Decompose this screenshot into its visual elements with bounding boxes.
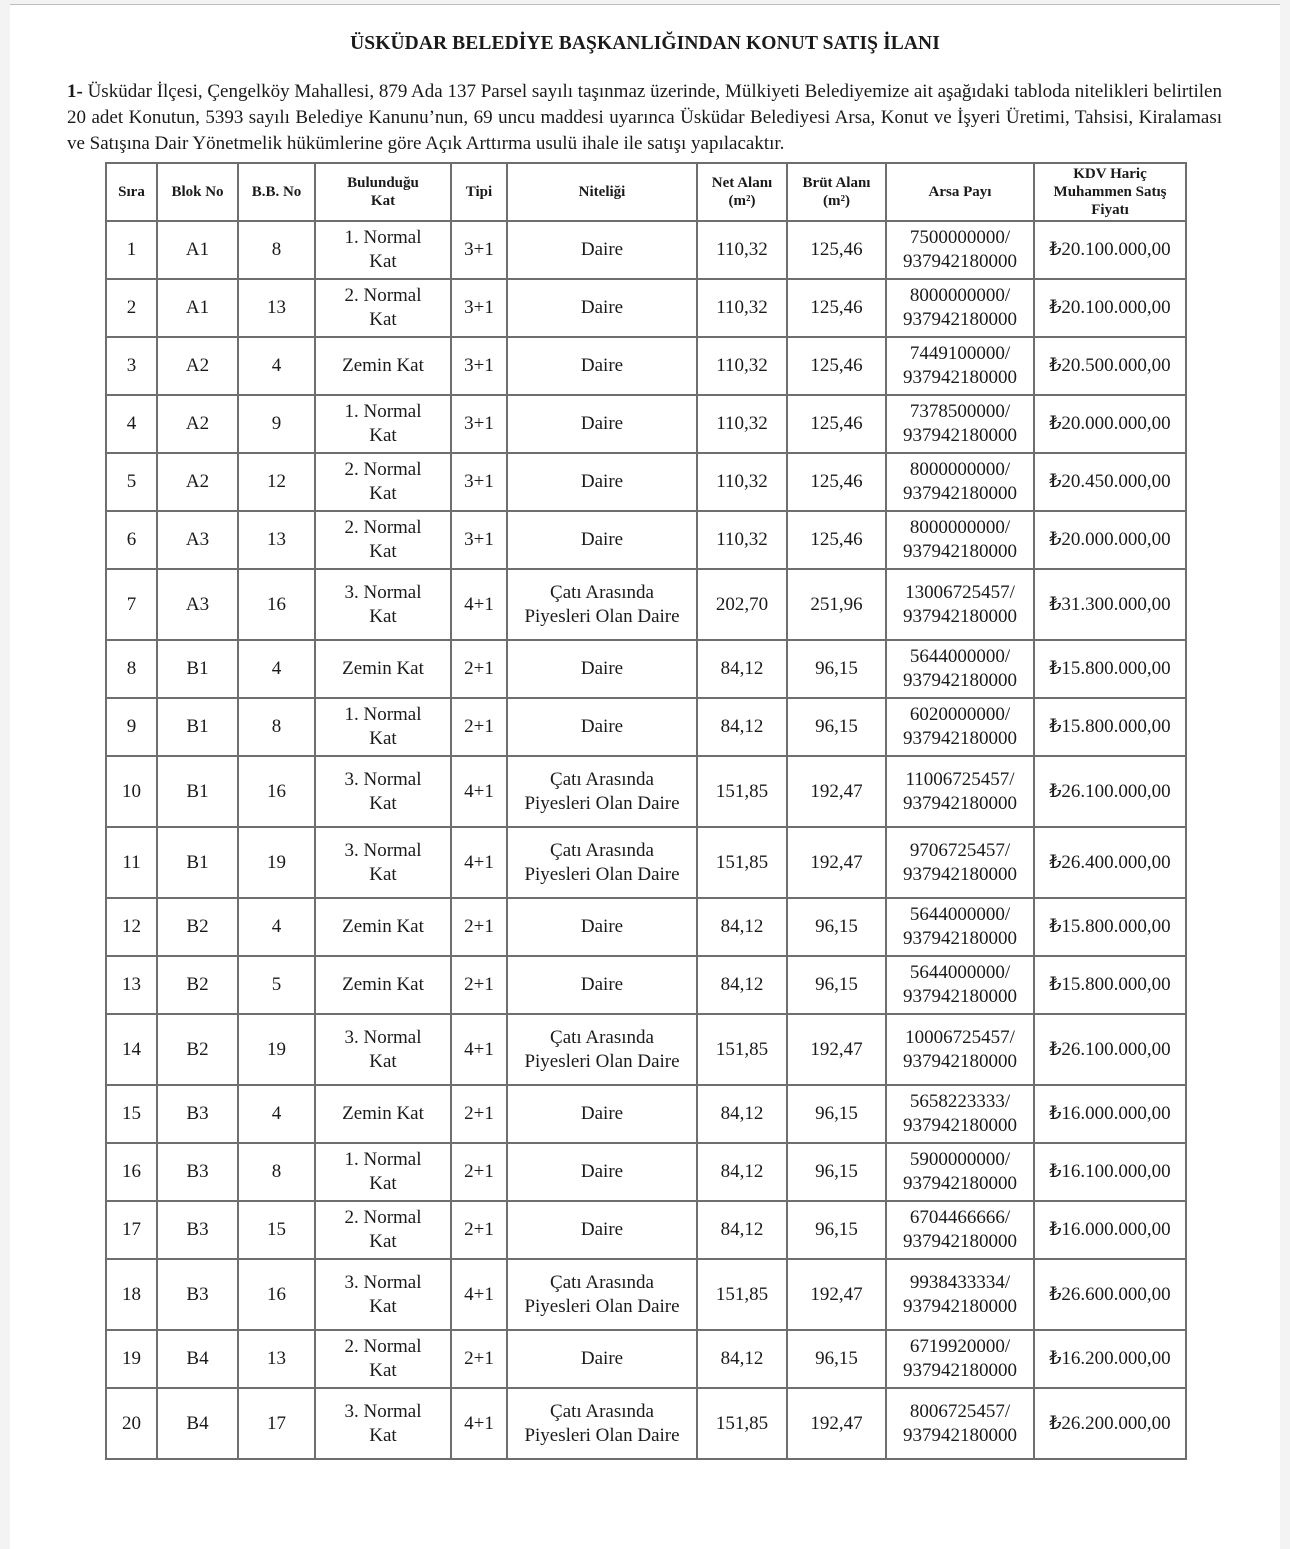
arsa-pay-denominator: 937942180000 [903,1173,1017,1194]
cell-sira: 18 [106,1259,157,1330]
cell-blok-no: A3 [157,511,238,569]
page-title: ÜSKÜDAR BELEDİYE BAŞKANLIĞINDAN KONUT SATIŞ İLANI [350,33,940,54]
cell-niteligi: Daire [507,221,697,279]
cell-kat: 2. Normal Kat [315,511,451,569]
arsa-pay-denominator: 937942180000 [903,367,1017,388]
cell-sira: 4 [106,395,157,453]
header-niteligi: Niteliği [507,163,697,221]
table-row [106,221,1186,279]
cell-brut-alan: 125,46 [787,337,886,395]
cell-kat: 1. Normal Kat [315,1143,451,1201]
cell-tipi: 2+1 [451,1143,507,1201]
listing-table [105,162,1187,1460]
arsa-pay-denominator: 937942180000 [903,1295,1017,1317]
arsa-pay-numerator: 5658223333/ [909,1091,1011,1112]
cell-arsa-payi [886,1085,1034,1143]
intro-number: 1- [67,81,83,102]
table-row [106,827,1186,898]
cell-brut-alan: 125,46 [787,221,886,279]
cell-kat: 3. Normal Kat [315,1259,451,1330]
cell-niteligi: Çatı Arasında Piyesleri Olan Daire [507,827,697,898]
cell-blok-no: B2 [157,1014,238,1085]
cell-blok-no: B3 [157,1085,238,1143]
header-tipi: Tipi [451,163,507,221]
arsa-pay-denominator: 937942180000 [903,1360,1017,1381]
cell-brut-alan: 96,15 [787,1201,886,1259]
cell-arsa-payi [886,511,1034,569]
cell-brut-alan: 96,15 [787,1085,886,1143]
arsa-pay-numerator: 5644000000/ [909,904,1011,925]
cell-net-alan: 202,70 [697,569,787,640]
cell-sira: 2 [106,279,157,337]
cell-net-alan: 84,12 [697,1201,787,1259]
cell-brut-alan: 96,15 [787,640,886,698]
cell-bb-no: 15 [238,1201,315,1259]
cell-niteligi: Çatı Arasında Piyesleri Olan Daire [507,1259,697,1330]
cell-tipi: 2+1 [451,898,507,956]
cell-bb-no: 8 [238,1143,315,1201]
cell-blok-no: B1 [157,640,238,698]
arsa-pay-denominator: 937942180000 [903,986,1017,1007]
cell-niteligi: Daire [507,511,697,569]
cell-bb-no: 19 [238,827,315,898]
cell-fiyat: ₺20.100.000,00 [1034,279,1186,337]
cell-arsa-payi [886,395,1034,453]
cell-kat: 3. Normal Kat [315,827,451,898]
cell-net-alan: 151,85 [697,1388,787,1459]
cell-niteligi: Daire [507,698,697,756]
arsa-pay-numerator: 7449100000/ [909,343,1011,364]
cell-blok-no: B3 [157,1201,238,1259]
header-fiyat: KDV Hariç Muhammen Satış Fiyatı [1034,163,1186,221]
arsa-pay-numerator: 6719920000/ [909,1336,1011,1357]
cell-kat: 1. Normal Kat [315,698,451,756]
cell-niteligi: Daire [507,1201,697,1259]
arsa-pay-denominator: 937942180000 [903,541,1017,562]
cell-blok-no: A3 [157,569,238,640]
cell-brut-alan: 96,15 [787,698,886,756]
cell-arsa-payi [886,337,1034,395]
cell-niteligi: Daire [507,898,697,956]
cell-fiyat: ₺20.100.000,00 [1034,221,1186,279]
cell-tipi: 3+1 [451,453,507,511]
cell-sira: 15 [106,1085,157,1143]
arsa-pay-denominator: 937942180000 [903,1115,1017,1136]
cell-fiyat: ₺16.000.000,00 [1034,1085,1186,1143]
cell-arsa-payi [886,756,1034,827]
cell-blok-no: A2 [157,453,238,511]
cell-niteligi: Daire [507,395,697,453]
cell-arsa-payi [886,1259,1034,1330]
cell-brut-alan: 192,47 [787,1259,886,1330]
cell-brut-alan: 251,96 [787,569,886,640]
arsa-pay-numerator: 6020000000/ [909,704,1011,725]
cell-arsa-payi [886,1388,1034,1459]
cell-bb-no: 4 [238,1085,315,1143]
cell-brut-alan: 96,15 [787,956,886,1014]
cell-kat: 2. Normal Kat [315,1330,451,1388]
arsa-pay-numerator: 5644000000/ [909,962,1011,983]
cell-tipi: 2+1 [451,956,507,1014]
cell-blok-no: A1 [157,221,238,279]
arsa-pay-denominator: 937942180000 [903,425,1017,446]
arsa-pay-numerator: 7378500000/ [909,401,1011,422]
cell-sira: 9 [106,698,157,756]
cell-bb-no: 4 [238,898,315,956]
cell-niteligi: Çatı Arasında Piyesleri Olan Daire [507,1388,697,1459]
cell-fiyat: ₺26.100.000,00 [1034,1014,1186,1085]
cell-blok-no: B2 [157,956,238,1014]
cell-bb-no: 16 [238,756,315,827]
cell-bb-no: 5 [238,956,315,1014]
cell-fiyat: ₺31.300.000,00 [1034,569,1186,640]
cell-brut-alan: 192,47 [787,1014,886,1085]
cell-sira: 6 [106,511,157,569]
cell-net-alan: 151,85 [697,756,787,827]
cell-fiyat: ₺20.500.000,00 [1034,337,1186,395]
cell-tipi: 2+1 [451,698,507,756]
cell-bb-no: 16 [238,1259,315,1330]
table-row [106,1388,1186,1459]
cell-arsa-payi [886,956,1034,1014]
header-sira: Sıra [106,163,157,221]
cell-sira: 13 [106,956,157,1014]
arsa-pay-denominator: 937942180000 [903,251,1017,272]
cell-brut-alan: 96,15 [787,1143,886,1201]
cell-kat: 3. Normal Kat [315,1014,451,1085]
cell-tipi: 3+1 [451,511,507,569]
cell-sira: 8 [106,640,157,698]
table-row [106,956,1186,1014]
cell-arsa-payi [886,1014,1034,1085]
cell-sira: 20 [106,1388,157,1459]
cell-tipi: 3+1 [451,337,507,395]
table-row [106,395,1186,453]
cell-tipi: 4+1 [451,756,507,827]
cell-bb-no: 19 [238,1014,315,1085]
cell-kat: 3. Normal Kat [315,756,451,827]
cell-brut-alan: 96,15 [787,1330,886,1388]
cell-niteligi: Daire [507,1330,697,1388]
arsa-pay-numerator: 13006725457/ [905,581,1015,603]
header-kat: Bulunduğu Kat [315,163,451,221]
cell-tipi: 4+1 [451,1259,507,1330]
cell-blok-no: B4 [157,1330,238,1388]
cell-bb-no: 16 [238,569,315,640]
table-header-row [106,163,1186,221]
cell-blok-no: B2 [157,898,238,956]
cell-arsa-payi [886,279,1034,337]
arsa-pay-numerator: 9706725457/ [909,839,1011,861]
cell-net-alan: 151,85 [697,1259,787,1330]
cell-kat: 1. Normal Kat [315,395,451,453]
cell-net-alan: 84,12 [697,1143,787,1201]
cell-brut-alan: 192,47 [787,756,886,827]
cell-kat: Zemin Kat [315,898,451,956]
cell-net-alan: 84,12 [697,898,787,956]
arsa-pay-numerator: 8006725457/ [909,1400,1011,1422]
header-bb-no: B.B. No [238,163,315,221]
cell-sira: 10 [106,756,157,827]
cell-tipi: 4+1 [451,569,507,640]
cell-arsa-payi [886,1201,1034,1259]
cell-blok-no: B1 [157,827,238,898]
cell-tipi: 2+1 [451,1201,507,1259]
table-row [106,279,1186,337]
table-row [106,640,1186,698]
table-row [106,1330,1186,1388]
cell-brut-alan: 96,15 [787,898,886,956]
table-row [106,453,1186,511]
cell-brut-alan: 125,46 [787,453,886,511]
cell-bb-no: 8 [238,698,315,756]
cell-sira: 12 [106,898,157,956]
cell-niteligi: Daire [507,640,697,698]
arsa-pay-denominator: 937942180000 [903,792,1017,814]
arsa-pay-denominator: 937942180000 [903,728,1017,749]
arsa-pay-denominator: 937942180000 [903,1424,1017,1446]
cell-kat: 2. Normal Kat [315,453,451,511]
header-blok-no: Blok No [157,163,238,221]
cell-net-alan: 151,85 [697,1014,787,1085]
header-arsa-payi: Arsa Payı [886,163,1034,221]
cell-blok-no: B4 [157,1388,238,1459]
cell-tipi: 4+1 [451,1388,507,1459]
cell-tipi: 4+1 [451,1014,507,1085]
cell-blok-no: B3 [157,1143,238,1201]
cell-fiyat: ₺26.400.000,00 [1034,827,1186,898]
table-row [106,1143,1186,1201]
arsa-pay-numerator: 6704466666/ [909,1207,1011,1228]
arsa-pay-numerator: 5644000000/ [909,646,1011,667]
table-row [106,698,1186,756]
cell-arsa-payi [886,1330,1034,1388]
cell-blok-no: B3 [157,1259,238,1330]
arsa-pay-numerator: 11006725457/ [905,768,1015,790]
arsa-pay-numerator: 8000000000/ [909,517,1011,538]
cell-bb-no: 13 [238,511,315,569]
cell-tipi: 2+1 [451,1085,507,1143]
arsa-pay-numerator: 8000000000/ [909,285,1011,306]
intro-paragraph [67,79,1222,157]
cell-sira: 11 [106,827,157,898]
arsa-pay-denominator: 937942180000 [903,1231,1017,1252]
cell-fiyat: ₺26.100.000,00 [1034,756,1186,827]
cell-bb-no: 9 [238,395,315,453]
cell-fiyat: ₺16.100.000,00 [1034,1143,1186,1201]
arsa-pay-numerator: 8000000000/ [909,459,1011,480]
cell-kat: 1. Normal Kat [315,221,451,279]
cell-net-alan: 110,32 [697,395,787,453]
table-row [106,337,1186,395]
cell-net-alan: 110,32 [697,453,787,511]
cell-niteligi: Daire [507,1143,697,1201]
table-row [106,1259,1186,1330]
cell-fiyat: ₺15.800.000,00 [1034,698,1186,756]
cell-blok-no: A1 [157,279,238,337]
arsa-pay-denominator: 937942180000 [903,928,1017,949]
cell-sira: 14 [106,1014,157,1085]
table-row [106,1085,1186,1143]
cell-fiyat: ₺20.000.000,00 [1034,395,1186,453]
cell-net-alan: 110,32 [697,511,787,569]
cell-net-alan: 84,12 [697,698,787,756]
cell-tipi: 3+1 [451,395,507,453]
cell-arsa-payi [886,827,1034,898]
cell-niteligi: Çatı Arasında Piyesleri Olan Daire [507,1014,697,1085]
arsa-pay-numerator: 7500000000/ [909,227,1011,248]
cell-net-alan: 110,32 [697,221,787,279]
arsa-pay-denominator: 937942180000 [903,605,1017,627]
cell-brut-alan: 125,46 [787,511,886,569]
arsa-pay-numerator: 5900000000/ [909,1149,1011,1170]
cell-fiyat: ₺15.800.000,00 [1034,956,1186,1014]
cell-kat: Zemin Kat [315,640,451,698]
header-net-alan: Net Alanı (m²) [697,163,787,221]
arsa-pay-denominator: 937942180000 [903,863,1017,885]
cell-kat: 3. Normal Kat [315,1388,451,1459]
arsa-pay-numerator: 10006725457/ [905,1026,1015,1048]
cell-net-alan: 84,12 [697,640,787,698]
cell-net-alan: 151,85 [697,827,787,898]
header-brut-alan: Brüt Alanı (m²) [787,163,886,221]
cell-bb-no: 13 [238,279,315,337]
cell-blok-no: A2 [157,337,238,395]
cell-net-alan: 84,12 [697,956,787,1014]
cell-tipi: 3+1 [451,221,507,279]
cell-kat: 3. Normal Kat [315,569,451,640]
cell-blok-no: B1 [157,756,238,827]
cell-sira: 16 [106,1143,157,1201]
cell-fiyat: ₺20.000.000,00 [1034,511,1186,569]
cell-kat: 2. Normal Kat [315,279,451,337]
cell-niteligi: Daire [507,1085,697,1143]
arsa-pay-denominator: 937942180000 [903,670,1017,691]
cell-fiyat: ₺20.450.000,00 [1034,453,1186,511]
cell-brut-alan: 125,46 [787,279,886,337]
cell-niteligi: Daire [507,279,697,337]
cell-bb-no: 13 [238,1330,315,1388]
cell-arsa-payi [886,640,1034,698]
cell-kat: Zemin Kat [315,337,451,395]
cell-arsa-payi [886,1143,1034,1201]
arsa-pay-denominator: 937942180000 [903,309,1017,330]
arsa-pay-denominator: 937942180000 [903,483,1017,504]
cell-niteligi: Daire [507,453,697,511]
cell-tipi: 4+1 [451,827,507,898]
cell-niteligi: Daire [507,956,697,1014]
cell-net-alan: 84,12 [697,1330,787,1388]
cell-fiyat: ₺15.800.000,00 [1034,640,1186,698]
cell-fiyat: ₺26.600.000,00 [1034,1259,1186,1330]
cell-arsa-payi [886,569,1034,640]
cell-arsa-payi [886,698,1034,756]
cell-fiyat: ₺16.200.000,00 [1034,1330,1186,1388]
cell-tipi: 3+1 [451,279,507,337]
arsa-pay-numerator: 9938433334/ [909,1271,1011,1293]
table-row [106,1201,1186,1259]
table-row [106,511,1186,569]
cell-sira: 1 [106,221,157,279]
cell-fiyat: ₺16.000.000,00 [1034,1201,1186,1259]
cell-blok-no: B1 [157,698,238,756]
cell-fiyat: ₺26.200.000,00 [1034,1388,1186,1459]
cell-tipi: 2+1 [451,1330,507,1388]
table-row [106,569,1186,640]
cell-kat: Zemin Kat [315,1085,451,1143]
cell-sira: 17 [106,1201,157,1259]
cell-brut-alan: 125,46 [787,395,886,453]
cell-net-alan: 110,32 [697,279,787,337]
cell-bb-no: 12 [238,453,315,511]
cell-sira: 3 [106,337,157,395]
cell-brut-alan: 192,47 [787,827,886,898]
cell-blok-no: A2 [157,395,238,453]
intro-text: Üsküdar İlçesi, Çengelköy Mahallesi, 879 Ada 137 Parsel sayılı taşınmaz üzerinde, Mülkiyeti Belediyemize ait aşağıdaki tabloda nitelikleri belirtilen 20 adet Konutun, 5393 sayılı Belediye Kanunu’nun, 69 uncu maddesi uyarınca Üsküdar Belediyesi Arsa, Konut ve İşyeri Üretimi, Tahsisi, Kiralaması ve Satışına Dair Yönetmelik hükümlerine göre Açık Arttırma usulü ihale ile satışı yapılacaktır. [67,81,1222,154]
cell-net-alan: 110,32 [697,337,787,395]
cell-arsa-payi [886,221,1034,279]
cell-bb-no: 17 [238,1388,315,1459]
cell-sira: 7 [106,569,157,640]
cell-niteligi: Çatı Arasında Piyesleri Olan Daire [507,569,697,640]
cell-fiyat: ₺15.800.000,00 [1034,898,1186,956]
table-row [106,756,1186,827]
table-row [106,898,1186,956]
cell-arsa-payi [886,453,1034,511]
cell-niteligi: Çatı Arasında Piyesleri Olan Daire [507,756,697,827]
cell-bb-no: 4 [238,337,315,395]
cell-bb-no: 4 [238,640,315,698]
cell-brut-alan: 192,47 [787,1388,886,1459]
cell-arsa-payi [886,898,1034,956]
cell-net-alan: 84,12 [697,1085,787,1143]
arsa-pay-denominator: 937942180000 [903,1050,1017,1072]
cell-tipi: 2+1 [451,640,507,698]
cell-sira: 19 [106,1330,157,1388]
cell-kat: Zemin Kat [315,956,451,1014]
table-row [106,1014,1186,1085]
cell-kat: 2. Normal Kat [315,1201,451,1259]
cell-sira: 5 [106,453,157,511]
cell-niteligi: Daire [507,337,697,395]
cell-bb-no: 8 [238,221,315,279]
